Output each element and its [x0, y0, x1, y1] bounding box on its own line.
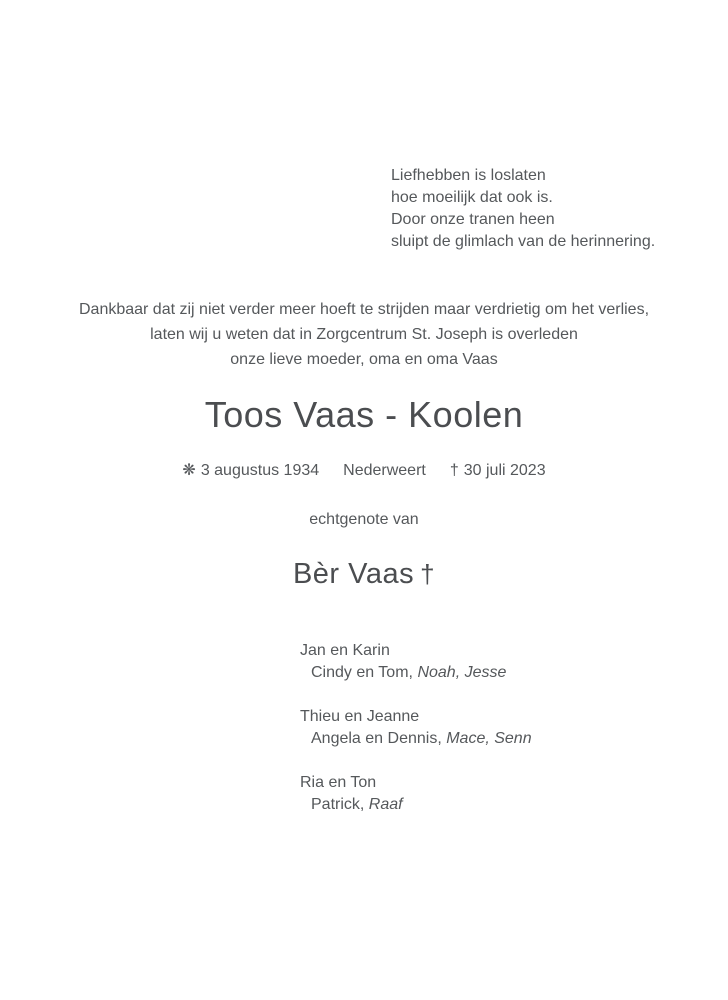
announcement-line: Dankbaar dat zij niet verder meer hoeft te strijden maar verdrietig om het verlies, [78, 301, 650, 318]
family-children-line: Cindy en Tom, Noah, Jesse [311, 664, 507, 681]
family-parents-line: Thieu en Jeanne [300, 708, 420, 725]
announcement-text [0, 297, 728, 372]
deceased-name: Toos Vaas - Koolen [204, 394, 524, 435]
family-group [300, 772, 532, 816]
opening-poem [391, 165, 655, 253]
grandchildren-names: Noah, Jesse [417, 664, 507, 681]
grandchildren-names: Mace, Senn [446, 730, 532, 747]
birth-date: ❋ 3 augustus 1934 [182, 462, 320, 479]
born-star-icon: ❋ [182, 462, 196, 479]
family-parents-line: Jan en Karin [300, 642, 390, 659]
poem-line: hoe moeilijk dat ook is. [391, 189, 553, 206]
poem-line: Door onze tranen heen [391, 211, 555, 228]
family-children-line: Angela en Dennis, Mace, Senn [311, 730, 532, 747]
spouse-label: echtgenote van [309, 511, 419, 528]
dagger-icon: † [449, 462, 459, 479]
announcement-line: onze lieve moeder, oma en oma Vaas [230, 351, 498, 368]
family-list [300, 640, 532, 838]
announcement-line: laten wij u weten dat in Zorgcentrum St. Joseph is overleden [150, 326, 578, 343]
family-group [300, 706, 532, 750]
grandchildren-names: Raaf [368, 796, 403, 813]
death-date: † 30 juli 2023 [449, 462, 546, 479]
spouse-name: Bèr Vaas † [292, 558, 436, 590]
poem-line: Liefhebben is loslaten [391, 167, 546, 184]
poem-line: sluipt de glimlach van de herinnering. [391, 233, 656, 250]
life-dates-row [0, 459, 728, 483]
dagger-icon: † [420, 559, 436, 589]
family-group [300, 640, 532, 684]
family-parents-line: Ria en Ton [300, 774, 377, 791]
residence: Nederweert [343, 462, 426, 479]
family-children-line: Patrick, Raaf [311, 796, 403, 813]
